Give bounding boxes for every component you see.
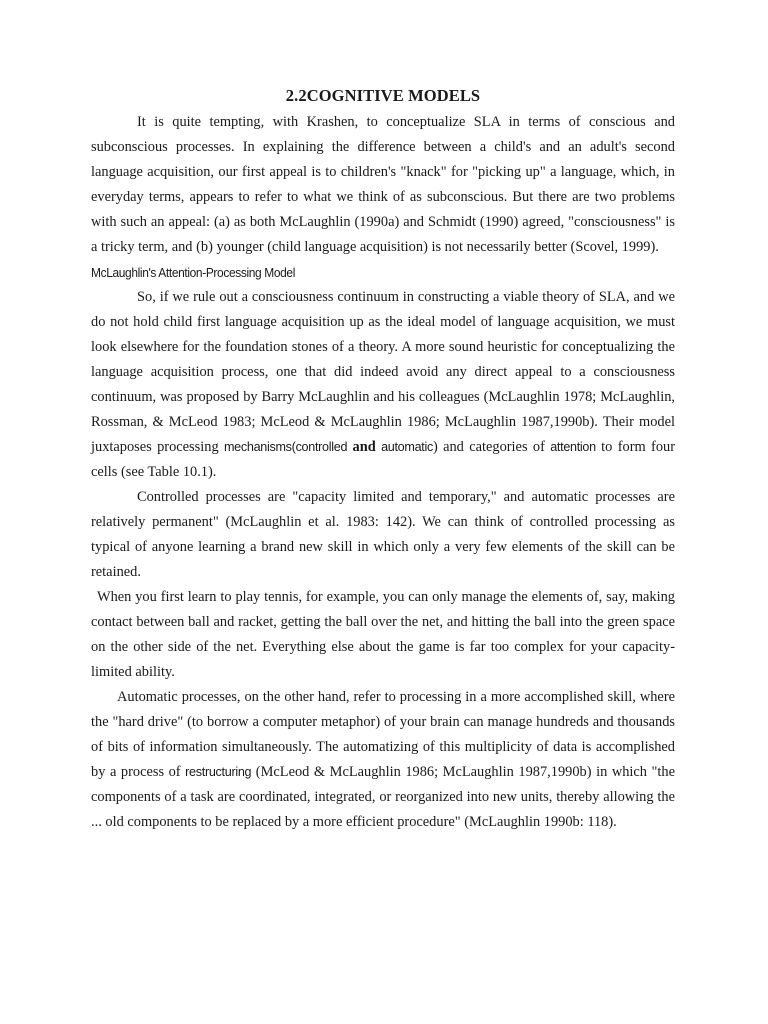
restructuring-term: restructuring (185, 765, 252, 779)
paragraph-automatic-processes (91, 685, 675, 835)
automatic-term: automatic (381, 440, 433, 454)
paragraph-controlled-processes: Controlled processes are "capacity limited and temporary," and automatic processes are relatively permanent" (McLaughlin et al. 1983: 142). We can think of controlled processing as typical of anyone learning a brand new skill in which only a very few elements of the skill can be retained. (91, 489, 675, 580)
paragraph-text: to form four cells (see Table 10.1). (91, 439, 675, 480)
paragraph-text: ) and categories of (432, 439, 551, 455)
paragraph-tennis-example: When you first learn to play tennis, for example, you can only manage the elements of, say, making contact between ball and racket, getting the ball over the net, and hitting the ball into the green space on the other side of the net. Everything else about the game is far too complex for your capacity-limited ability. (91, 589, 675, 680)
paragraph-mclaughlin-model (91, 285, 675, 485)
and-term: and (352, 439, 376, 455)
paragraph-text: Automatic processes, on the other hand, refer to processing in a more accomplished skill, where the "hard drive" (to borrow a computer metaphor) of your brain can manage hundreds and thousands of bits of information simultaneously. The automatizing of this multiplicity of data is accomplished by a process of (91, 689, 675, 780)
mechanisms-term: mechanisms(controlled (223, 440, 348, 454)
paragraph-krashen: It is quite tempting, with Krashen, to conceptualize SLA in terms of conscious and subconscious processes. In explaining the difference between a child's and an adult's second language acquisition, our first appeal is to children's "knack" for "picking up" a language, which, in everyday terms, appears to refer to what we think of as subconscious. But there are two problems with such an appeal: (a) as both McLaughlin (1990a) and Schmidt (1990) agreed, "consciousness" is a tricky term, and (b) younger (child language acquisition) is not necessarily better (Scovel, 1999). (91, 114, 675, 255)
document-page (91, 84, 675, 835)
section-title: 2.2COGNITIVE MODELS (285, 86, 481, 105)
subheading-attention-processing-model: McLaughlin's Attention-Processing Model (91, 265, 295, 280)
attention-term: attention (550, 440, 596, 454)
paragraph-text: So, if we rule out a consciousness continuum in constructing a viable theory of SLA, and we do not hold child first language acquisition up as the ideal model of language acquisition, we must look elsewhere for the foundation stones of a theory. A more sound heuristic for conceptualizing the language acquisition process, one that did indeed avoid any direct appeal to a consciousness continuum, was proposed by Barry McLaughlin and his colleagues (McLaughlin 1978; McLaughlin, Rossman, & McLeod 1983; McLeod & McLaughlin 1986; McLaughlin 1987,1990b). Their model juxtaposes processing (91, 289, 675, 455)
paragraph-text: (McLeod & McLaughlin 1986; McLaughlin 1987,1990b) in which "the components of a task are coordinated, integrated, or reorganized into new units, thereby allowing the ... old components to be replaced by a more efficient procedure" (McLaughlin 1990b: 118). (91, 764, 675, 830)
